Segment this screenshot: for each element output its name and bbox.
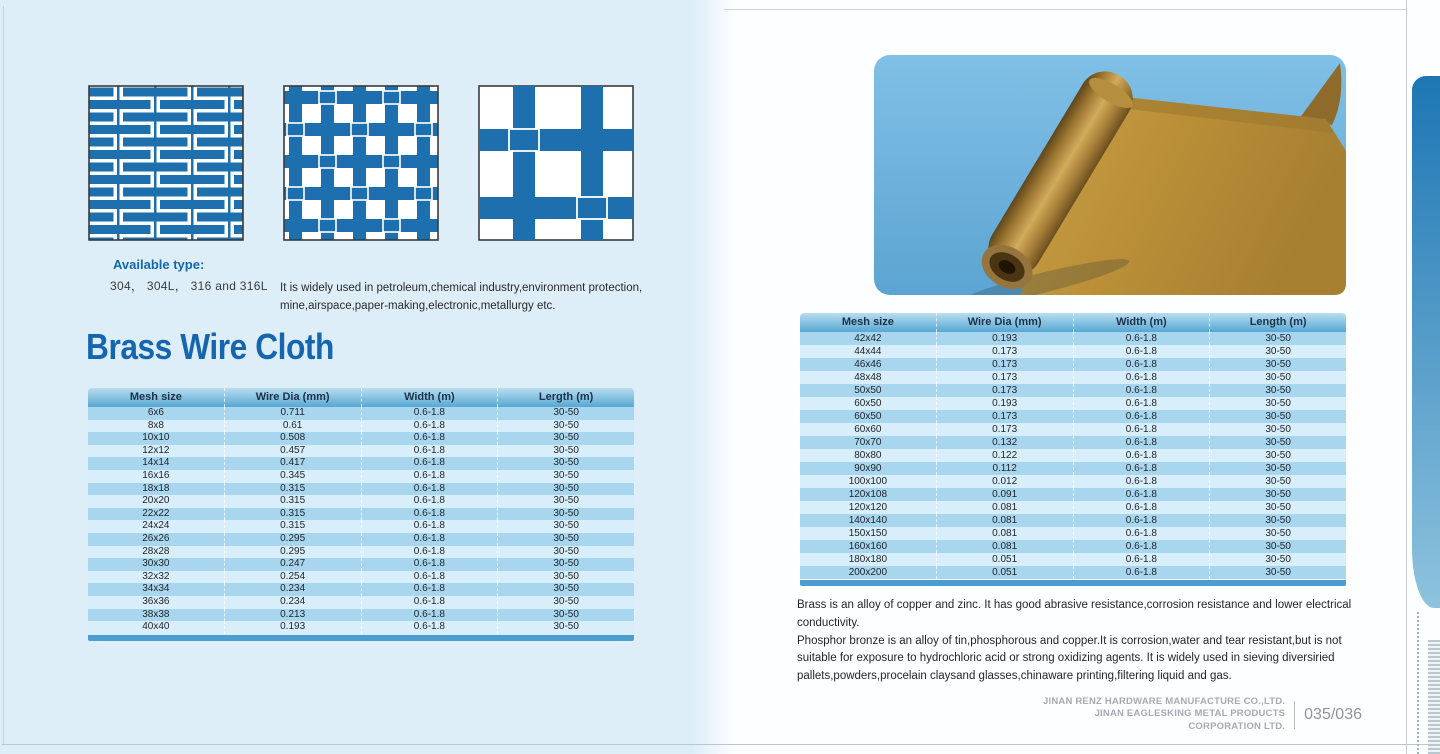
table-cell: 0.173 (936, 371, 1073, 384)
table-cell: 0.6-1.8 (361, 609, 498, 622)
brass-wire-cloth-roll-photo (874, 55, 1346, 295)
table-cell: 30-50 (497, 420, 634, 433)
table-cell: 0.6-1.8 (361, 407, 498, 420)
table-footer-bar (88, 635, 634, 641)
table-cell: 0.6-1.8 (361, 596, 498, 609)
table-row (800, 410, 1346, 423)
table-cell: 30-50 (1209, 436, 1346, 449)
table-cell: 0.6-1.8 (361, 457, 498, 470)
table-cell: 80x80 (854, 450, 882, 461)
table-row (88, 407, 634, 420)
page-left-rule (3, 6, 4, 744)
table-cell: 30-50 (1209, 514, 1346, 527)
table-row (88, 495, 634, 508)
table-cell: 0.254 (224, 571, 361, 584)
table-cell: 50x50 (854, 385, 882, 396)
spine-texture (1428, 640, 1440, 754)
table-cell: 30-50 (1209, 397, 1346, 410)
page-top-rule (724, 9, 1406, 10)
table-cell: 0.6-1.8 (361, 445, 498, 458)
table-cell: 0.173 (936, 345, 1073, 358)
table-cell: 18x18 (142, 482, 170, 494)
table-cell: 30-50 (497, 609, 634, 622)
table-footer-bar (800, 580, 1346, 586)
table-cell: 8x8 (147, 419, 164, 431)
table-cell: 30-50 (1209, 423, 1346, 436)
table-row (88, 558, 634, 571)
table-cell: 30-50 (497, 407, 634, 420)
table-row (800, 358, 1346, 371)
table-cell: 0.6-1.8 (1073, 527, 1210, 540)
column-header: Lergth (m) (497, 388, 634, 407)
table-cell: 120x108 (848, 489, 888, 500)
table-cell: 60x50 (854, 411, 882, 422)
table-cell: 0.417 (224, 457, 361, 470)
table-cell: 0.6-1.8 (1073, 566, 1210, 579)
table-cell: 38x38 (142, 608, 170, 620)
table-cell: 20x20 (142, 495, 170, 507)
table-cell: 90x90 (854, 463, 882, 474)
table-cell: 36x36 (142, 595, 170, 607)
column-header: Wire Dia (mm) (224, 388, 361, 407)
table-cell: 0.6-1.8 (361, 621, 498, 634)
table-cell: 30-50 (497, 621, 634, 634)
table-row (800, 384, 1346, 397)
table-cell: 14x14 (142, 457, 170, 469)
table-cell: 0.295 (224, 533, 361, 546)
table-row (800, 345, 1346, 358)
company-line-2: JINAN EAGLESKING METAL PRODUCTS CORPORATION LTD. (1094, 708, 1286, 732)
table-cell: 24x24 (142, 520, 170, 532)
table-cell: 0.6-1.8 (361, 432, 498, 445)
table-row (88, 609, 634, 622)
table-cell: 0.081 (936, 540, 1073, 553)
table-cell: 0.6-1.8 (1073, 423, 1210, 436)
binding-dotted-line (1417, 612, 1419, 754)
plain-weave-diagram (478, 85, 634, 241)
table-cell: 30-50 (497, 546, 634, 559)
table-cell: 0.6-1.8 (1073, 462, 1210, 475)
table-cell: 160x160 (848, 541, 888, 552)
table-cell: 30-50 (1209, 566, 1346, 579)
table-cell: 0.6-1.8 (1073, 410, 1210, 423)
table-cell: 0.295 (224, 546, 361, 559)
table-header-row (88, 388, 634, 407)
table-cell: 0.247 (224, 558, 361, 571)
table-cell: 0.173 (936, 423, 1073, 436)
page-bottom-rule (2, 744, 1438, 745)
table-cell: 0.173 (936, 358, 1073, 371)
table-cell: 0.6-1.8 (361, 558, 498, 571)
table-row (800, 332, 1346, 345)
twill-weave-diagram (283, 85, 439, 241)
table-cell: 30-50 (497, 508, 634, 521)
table-cell: 0.457 (224, 445, 361, 458)
table-cell: 180x180 (848, 554, 888, 565)
usage-text: It is widely used in petroleum,chemical industry,environment protection, mine,airspace,paper-making,electronic,metallurgy etc. (280, 282, 643, 313)
page-right-rule (1406, 0, 1407, 754)
table-cell: 30-50 (1209, 332, 1346, 345)
brass-roll-illustration (874, 55, 1346, 295)
table-cell: 0.6-1.8 (361, 583, 498, 596)
table-cell: 42x42 (854, 333, 882, 344)
table-cell: 60x60 (854, 424, 882, 435)
table-cell: 30-50 (497, 483, 634, 496)
table-cell: 30-50 (1209, 475, 1346, 488)
table-cell: 32x32 (142, 570, 170, 582)
table-row (88, 596, 634, 609)
table-cell: 0.6-1.8 (1073, 332, 1210, 345)
table-cell: 0.132 (936, 436, 1073, 449)
table-cell: 10x10 (142, 432, 170, 444)
table-cell: 120x120 (848, 502, 888, 513)
table-cell: 200x200 (848, 567, 888, 578)
page-number: 035/036 (1294, 701, 1362, 729)
table-cell: 0.122 (936, 449, 1073, 462)
table-row (88, 470, 634, 483)
description-paragraph-brass: Brass is an alloy of copper and zinc. It has good abrasive resistance,corrosion resistance and lower electrical conductivity. (797, 599, 1352, 629)
table-row (88, 546, 634, 559)
table-cell: 0.6-1.8 (1073, 553, 1210, 566)
table-row (88, 520, 634, 533)
plain-weave-icon (478, 85, 634, 241)
table-cell: 30-50 (497, 445, 634, 458)
column-header: Mesh size (129, 391, 182, 403)
table-cell: 30-50 (1209, 462, 1346, 475)
table-cell: 0.173 (936, 410, 1073, 423)
table-cell: 0.6-1.8 (1073, 449, 1210, 462)
table-row (800, 423, 1346, 436)
table-cell: 0.193 (936, 332, 1073, 345)
table-cell: 30-50 (1209, 371, 1346, 384)
table-cell: 0.213 (224, 609, 361, 622)
table-row (800, 371, 1346, 384)
table-row (88, 508, 634, 521)
table-cell: 0.6-1.8 (1073, 436, 1210, 449)
table-cell: 30-50 (1209, 540, 1346, 553)
table-cell: 28x28 (142, 545, 170, 557)
table-cell: 150x150 (848, 528, 888, 539)
column-header: Wire Dia (mm) (936, 313, 1073, 332)
table-row (800, 449, 1346, 462)
table-cell: 34x34 (142, 583, 170, 595)
table-cell: 0.081 (936, 527, 1073, 540)
table-cell: 0.6-1.8 (1073, 397, 1210, 410)
table-cell: 0.6-1.8 (361, 495, 498, 508)
table-row (88, 483, 634, 496)
table-cell: 30-50 (497, 495, 634, 508)
product-description (797, 597, 1365, 686)
table-cell: 0.6-1.8 (1073, 514, 1210, 527)
table-cell: 140x140 (848, 515, 888, 526)
table-cell: 0.315 (224, 508, 361, 521)
table-row (88, 445, 634, 458)
table-cell: 70x70 (854, 437, 882, 448)
table-cell: 0.6-1.8 (1073, 488, 1210, 501)
table-cell: 60x50 (854, 398, 882, 409)
company-names (1028, 696, 1285, 733)
brass-wire-cloth-table-fine (800, 313, 1346, 586)
table-cell: 0.234 (224, 596, 361, 609)
table-cell: 30-50 (1209, 488, 1346, 501)
table-cell: 30-50 (497, 533, 634, 546)
table-cell: 0.6-1.8 (1073, 345, 1210, 358)
table-cell: 0.315 (224, 495, 361, 508)
available-type-value: 304， 304L， 316 and 316L (110, 279, 268, 293)
dutch-weave-diagram (88, 85, 244, 241)
table-cell: 0.315 (224, 483, 361, 496)
table-cell: 0.711 (224, 407, 361, 420)
table-row (88, 432, 634, 445)
table-row (800, 527, 1346, 540)
brass-wire-cloth-table-coarse (88, 388, 634, 641)
column-header: Mesh size (841, 316, 894, 328)
dutch-weave-icon (88, 85, 244, 241)
column-header: Width (m) (1073, 313, 1210, 332)
table-cell: 30-50 (497, 583, 634, 596)
table-cell: 30-50 (497, 470, 634, 483)
table-cell: 0.6-1.8 (1073, 371, 1210, 384)
table-cell: 30-50 (497, 432, 634, 445)
column-header: Width (m) (361, 388, 498, 407)
table-row (88, 583, 634, 596)
table-cell: 100x100 (848, 476, 888, 487)
table-row (800, 436, 1346, 449)
description-paragraph-phosphor: Phosphor bronze is an alloy of tin,phosphorous and copper.It is corrosion,water and tear resistant,but is not suitable for exposure to hydrochloric acid or strong oxidizing agents. It is widely used in sieving diversiried pallets,powders,procelain claysand glasses,chinaware printing,filtering liquid and gas. (797, 634, 1342, 683)
table-cell: 0.6-1.8 (1073, 358, 1210, 371)
table-row (800, 514, 1346, 527)
table-cell: 12x12 (142, 444, 170, 456)
column-header: Length (m) (1209, 313, 1346, 332)
table-cell: 0.193 (936, 397, 1073, 410)
table-cell: 0.315 (224, 520, 361, 533)
table-cell: 30-50 (497, 571, 634, 584)
table-row (800, 462, 1346, 475)
table-cell: 0.6-1.8 (361, 520, 498, 533)
table-cell: 6x6 (147, 407, 164, 418)
table-cell: 30-50 (1209, 527, 1346, 540)
table-cell: 0.081 (936, 514, 1073, 527)
table-cell: 30-50 (1209, 345, 1346, 358)
table-cell: 0.051 (936, 553, 1073, 566)
table-row (88, 571, 634, 584)
table-row (800, 501, 1346, 514)
table-cell: 0.193 (224, 621, 361, 634)
table-cell: 30-50 (1209, 449, 1346, 462)
table-row (800, 488, 1346, 501)
table-cell: 30-50 (497, 457, 634, 470)
table-cell: 0.6-1.8 (361, 420, 498, 433)
table-cell: 16x16 (142, 469, 170, 481)
table-row (88, 420, 634, 433)
table-cell: 0.6-1.8 (361, 483, 498, 496)
section-index-tab (1412, 76, 1440, 608)
table-cell: 0.6-1.8 (361, 470, 498, 483)
table-row (88, 533, 634, 546)
table-cell: 30x30 (142, 558, 170, 570)
table-row (800, 540, 1346, 553)
table-cell: 0.112 (936, 462, 1073, 475)
table-row (800, 566, 1346, 579)
table-cell: 30-50 (1209, 358, 1346, 371)
table-cell: 0.6-1.8 (1073, 501, 1210, 514)
table-cell: 30-50 (1209, 410, 1346, 423)
table-cell: 0.6-1.8 (361, 546, 498, 559)
table-cell: 0.345 (224, 470, 361, 483)
page-title: Brass Wire Cloth (86, 326, 334, 367)
table-row (88, 621, 634, 634)
table-cell: 30-50 (497, 596, 634, 609)
table-cell: 0.6-1.8 (1073, 540, 1210, 553)
table-cell: 0.6-1.8 (361, 571, 498, 584)
table-cell: 48x48 (854, 372, 882, 383)
table-cell: 40x40 (142, 621, 170, 633)
page-footer (1028, 696, 1362, 733)
table-cell: 0.234 (224, 583, 361, 596)
twill-weave-icon (283, 85, 439, 241)
table-cell: 0.61 (224, 420, 361, 433)
table-cell: 30-50 (497, 520, 634, 533)
table-cell: 0.6-1.8 (361, 508, 498, 521)
table-row (800, 397, 1346, 410)
table-row (800, 475, 1346, 488)
available-type-label: Available type: (113, 257, 205, 272)
table-cell: 26x26 (142, 532, 170, 544)
table-cell: 0.6-1.8 (1073, 384, 1210, 397)
table-cell: 22x22 (142, 507, 170, 519)
company-line-1: JINAN RENZ HARDWARE MANUFACTURE CO.,LTD. (1043, 696, 1286, 707)
table-cell: 0.508 (224, 432, 361, 445)
table-cell: 0.081 (936, 501, 1073, 514)
table-cell: 0.012 (936, 475, 1073, 488)
table-cell: 30-50 (497, 558, 634, 571)
table-cell: 30-50 (1209, 384, 1346, 397)
table-cell: 0.173 (936, 384, 1073, 397)
table-cell: 46x46 (854, 359, 882, 370)
table-header-row (800, 313, 1346, 332)
table-row (88, 457, 634, 470)
table-cell: 30-50 (1209, 553, 1346, 566)
table-cell: 0.6-1.8 (1073, 475, 1210, 488)
table-cell: 44x44 (854, 346, 882, 357)
table-cell: 30-50 (1209, 501, 1346, 514)
table-cell: 0.091 (936, 488, 1073, 501)
table-cell: 0.6-1.8 (361, 533, 498, 546)
table-cell: 0.051 (936, 566, 1073, 579)
table-row (800, 553, 1346, 566)
